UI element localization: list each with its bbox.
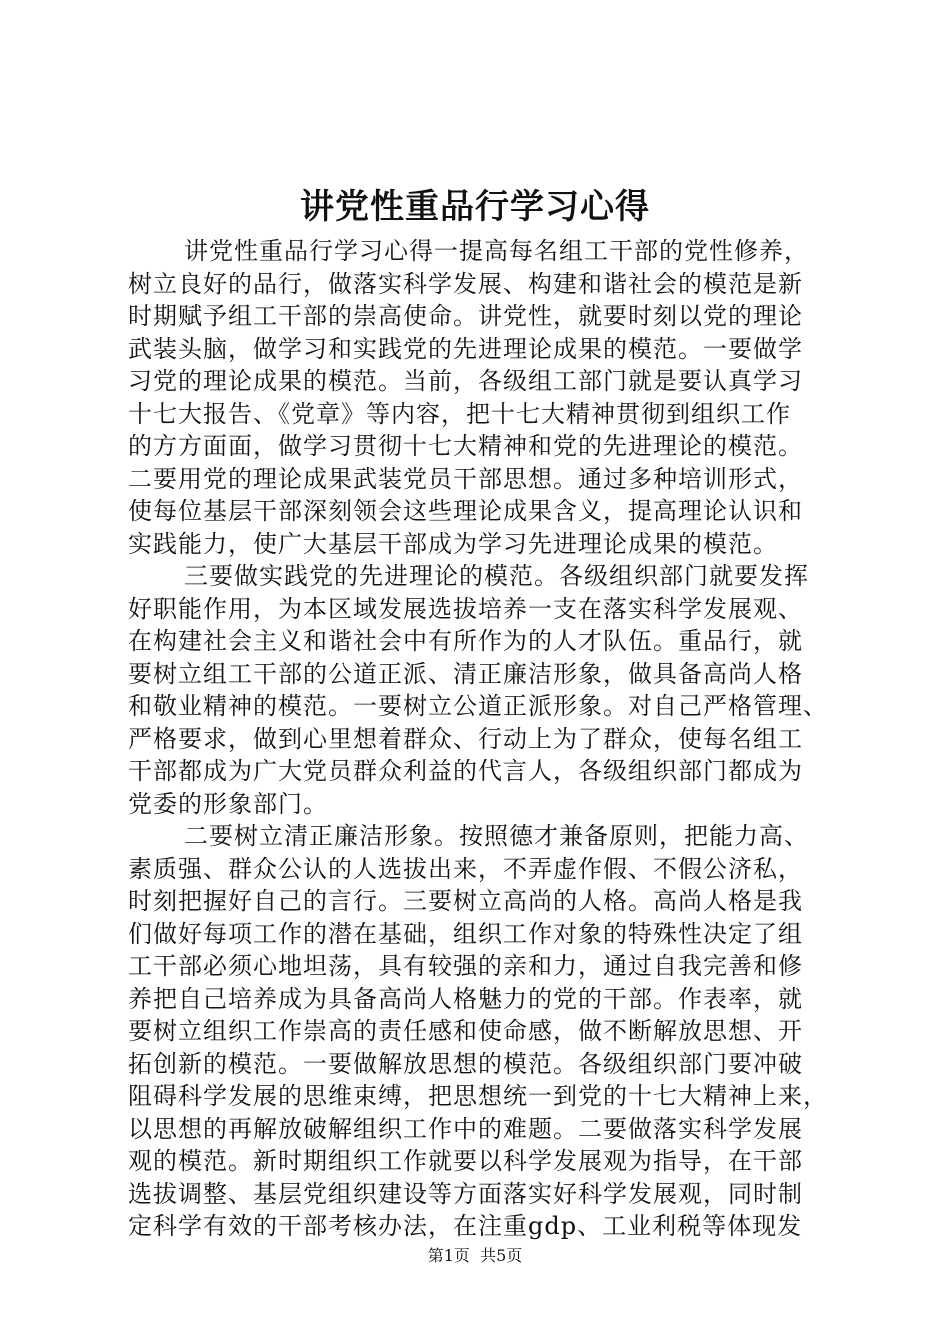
text-line: 拓创新的模范。一要做解放思想的模范。各级组织部门要冲破 (128, 1049, 803, 1078)
text-line: 观的模范。新时期组织工作就要以科学发展观为指导，在干部 (128, 1147, 803, 1175)
text-line: 养把自己培养成为具备高尚人格魅力的党的干部。作表率，就 (128, 984, 803, 1013)
text-line: 们做好每项工作的潜在基础，组织工作对象的特殊性决定了组 (128, 919, 803, 948)
text-line: 使每位基层干部深刻领会这些理论成果含义，提高理论认识和 (128, 497, 803, 525)
text-line: 党委的形象部门。 (128, 789, 328, 818)
text-line: 和敬业精神的模范。一要树立公道正派形象。对自己严格管理、 (128, 692, 828, 720)
text-line: 二要用党的理论成果武装党员干部思想。通过多种培训形式， (128, 464, 803, 493)
text-line: 讲党性重品行学习心得一提高每名组工干部的党性修养， (184, 237, 809, 265)
text-line: 阻碍科学发展的思维束缚，把思想统一到党的十七大精神上来， (128, 1082, 828, 1110)
text-line: 的方方面面，做学习贯彻十七大精神和党的先进理论的模范。 (128, 432, 803, 460)
text-line: 定科学有效的干部考核办法，在注重gdp、工业利税等体现发 (128, 1212, 803, 1240)
text-line: 三要做实践党的先进理论的模范。各级组织部门就要发挥 (184, 562, 809, 590)
text-line: 十七大报告、《党章》等内容，把十七大精神贯彻到组织工作 (128, 399, 791, 428)
document-body (128, 235, 828, 1243)
text-line: 习党的理论成果的模范。当前，各级组工部门就是要认真学习 (128, 367, 803, 395)
text-line: 时刻把握好自己的言行。三要树立高尚的人格。高尚人格是我 (128, 887, 803, 915)
document-title: 讲党性重品行学习心得 (300, 187, 650, 227)
page-number: 第1页 共5页 (427, 1246, 523, 1265)
text-line: 选拔调整、基层党组织建设等方面落实好科学发展观，同时制 (128, 1179, 803, 1208)
text-line: 工干部必须心地坦荡，具有较强的亲和力，通过自我完善和修 (128, 952, 803, 980)
text-line: 树立良好的品行，做落实科学发展、构建和谐社会的模范是新 (128, 269, 803, 298)
text-line: 干部都成为广大党员群众利益的代言人，各级组织部门都成为 (128, 757, 803, 785)
text-line: 时期赋予组工干部的崇高使命。讲党性，就要时刻以党的理论 (128, 302, 803, 330)
text-line: 素质强、群众公认的人选拔出来，不弄虚作假、不假公济私， (128, 854, 803, 883)
text-line: 要树立组织工作崇高的责任感和使命感，做不断解放思想、开 (128, 1017, 803, 1045)
text-line: 要树立组工干部的公道正派、清正廉洁形象，做具备高尚人格 (128, 659, 803, 688)
text-line: 严格要求，做到心里想着群众、行动上为了群众，使每名组工 (128, 724, 803, 753)
text-line: 实践能力，使广大基层干部成为学习先进理论成果的模范。 (128, 529, 778, 558)
text-line: 二要树立清正廉洁形象。按照德才兼备原则，把能力高、 (184, 822, 809, 850)
text-line: 武装头脑，做学习和实践党的先进理论成果的模范。一要做学 (128, 334, 803, 363)
text-line: 以思想的再解放破解组织工作中的难题。二要做落实科学发展 (128, 1114, 803, 1143)
text-line: 在构建社会主义和谐社会中有所作为的人才队伍。重品行，就 (128, 627, 803, 655)
text-line: 好职能作用，为本区域发展选拔培养一支在落实科学发展观、 (128, 594, 803, 623)
